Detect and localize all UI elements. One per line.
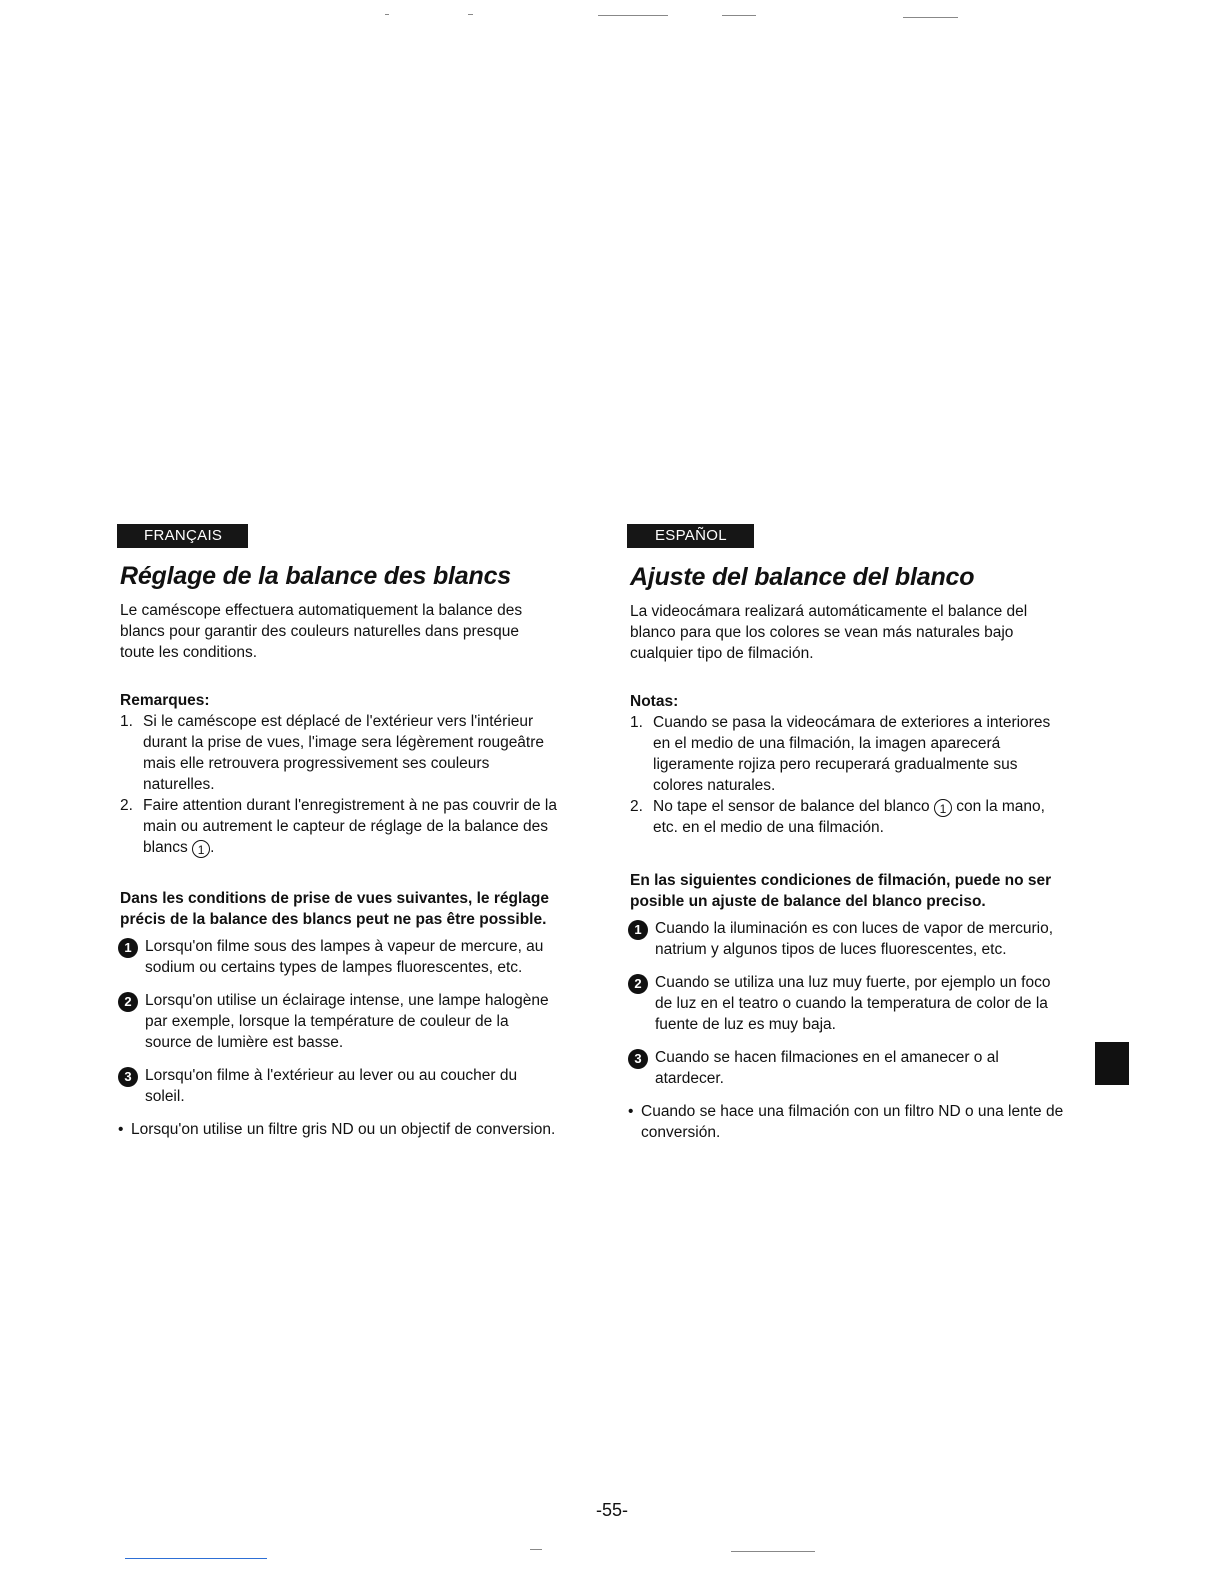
notes-heading: Remarques:: [120, 692, 210, 709]
condition-text: Lorsqu'on utilise un éclairage intense, une lampe halogène par exemple, lorsque la température de couleur de la source de lumière est basse.: [145, 992, 549, 1051]
scan-mark: [468, 14, 473, 15]
bullet-dot-icon: •: [628, 1103, 634, 1120]
note-number: 2.: [630, 798, 643, 815]
scan-mark: [722, 15, 756, 16]
condition-item: [627, 972, 1067, 1035]
bullet-text: Cuando se hace una filmación con un filtro ND o una lente de conversión.: [641, 1103, 1064, 1141]
page-number: -55-: [595, 1500, 628, 1520]
intro-paragraph: La videocámara realizará automáticamente el balance del blanco para que los colores se vean más naturales bajo cualquier tipo de filmación.: [630, 603, 1028, 662]
condition-item: [627, 918, 1067, 960]
conditions-heading: En las siguientes condiciones de filmación, puede no ser posible un ajuste de balance del blanco preciso.: [630, 872, 1052, 910]
number-badge: 2: [118, 992, 138, 1012]
condition-text: Cuando la iluminación es con luces de vapor de mercurio, natrium y algunos tipos de luces fluorescentes, etc.: [655, 920, 1054, 958]
intro-paragraph: Le caméscope effectuera automatiquement la balance des blancs pour garantir des couleurs naturelles dans presque toute les conditions.: [120, 602, 523, 661]
note-text: Cuando se pasa la videocámara de exteriores a interiores en el medio de una filmación, la imagen aparecerá ligeramente rojiza pero recuperará gradualmente sus colores naturales.: [653, 714, 1051, 794]
note-number: 1.: [630, 714, 643, 731]
scan-mark: [385, 14, 389, 15]
note-text: No tape el sensor de balance del blanco: [653, 798, 930, 815]
condition-text: Lorsqu'on filme à l'extérieur au lever ou au coucher du soleil.: [145, 1067, 518, 1105]
language-tab-french: FRANÇAIS: [117, 524, 248, 548]
french-column: [117, 524, 557, 1140]
condition-text: Cuando se utiliza una luz muy fuerte, por ejemplo un foco de luz en el teatro o cuando la temperatura de color de la fuente de luz es muy baja.: [655, 974, 1051, 1033]
spanish-column: [627, 524, 1067, 1143]
blue-underline: [125, 1558, 267, 1559]
page-edge-tab: [1095, 1042, 1129, 1085]
bullet-dot-icon: •: [118, 1121, 124, 1138]
note-item: [627, 796, 1067, 838]
bullet-text: Lorsqu'on utilise un filtre gris ND ou un objectif de conversion.: [131, 1121, 556, 1138]
condition-item: [627, 1047, 1067, 1089]
note-text: Faire attention durant l'enregistrement à ne pas couvrir de la main ou autrement le capteur de réglage de la balance des blancs: [143, 797, 557, 856]
note-text: Si le caméscope est déplacé de l'extérieur vers l'intérieur durant la prise de vues, l'image sera légèrement rougeâtre mais elle retrouvera progressivement ses couleurs naturelles.: [143, 713, 545, 793]
condition-item: [117, 936, 557, 978]
number-badge: 1: [118, 938, 138, 958]
note-item: [117, 795, 557, 858]
number-badge: 1: [628, 920, 648, 940]
section-title: Ajuste del balance del blanco: [630, 563, 975, 591]
section-title: Réglage de la balance des blancs: [120, 562, 511, 590]
scan-mark: [903, 17, 958, 18]
language-tab-spanish: ESPAÑOL: [627, 524, 754, 548]
number-badge: 3: [118, 1067, 138, 1087]
condition-item: [117, 1065, 557, 1107]
notes-list: [627, 712, 1067, 838]
note-number: 2.: [120, 797, 133, 814]
note-text-end: .: [210, 839, 215, 856]
note-text-end: con la mano, etc. en el medio de una filmación.: [653, 798, 1045, 836]
circled-number: 1: [192, 840, 210, 858]
notes-heading: Notas:: [630, 693, 679, 710]
bullet-item: [117, 1119, 557, 1140]
scan-mark: [598, 15, 668, 16]
note-item: [117, 711, 557, 795]
number-badge: 3: [628, 1049, 648, 1069]
bullet-item: [627, 1101, 1067, 1143]
notes-list: [117, 711, 557, 858]
note-number: 1.: [120, 713, 133, 730]
circled-number: 1: [934, 799, 952, 817]
scan-mark: [530, 1549, 542, 1550]
condition-text: Cuando se hacen filmaciones en el amanecer o al atardecer.: [655, 1049, 999, 1087]
number-badge: 2: [628, 974, 648, 994]
condition-text: Lorsqu'on filme sous des lampes à vapeur de mercure, au sodium ou certains types de lampes fluorescentes, etc.: [145, 938, 544, 976]
conditions-heading: Dans les conditions de prise de vues suivantes, le réglage précis de la balance des blancs peut ne pas être possible.: [120, 890, 549, 928]
note-item: [627, 712, 1067, 796]
scan-mark: [731, 1551, 815, 1552]
condition-item: [117, 990, 557, 1053]
